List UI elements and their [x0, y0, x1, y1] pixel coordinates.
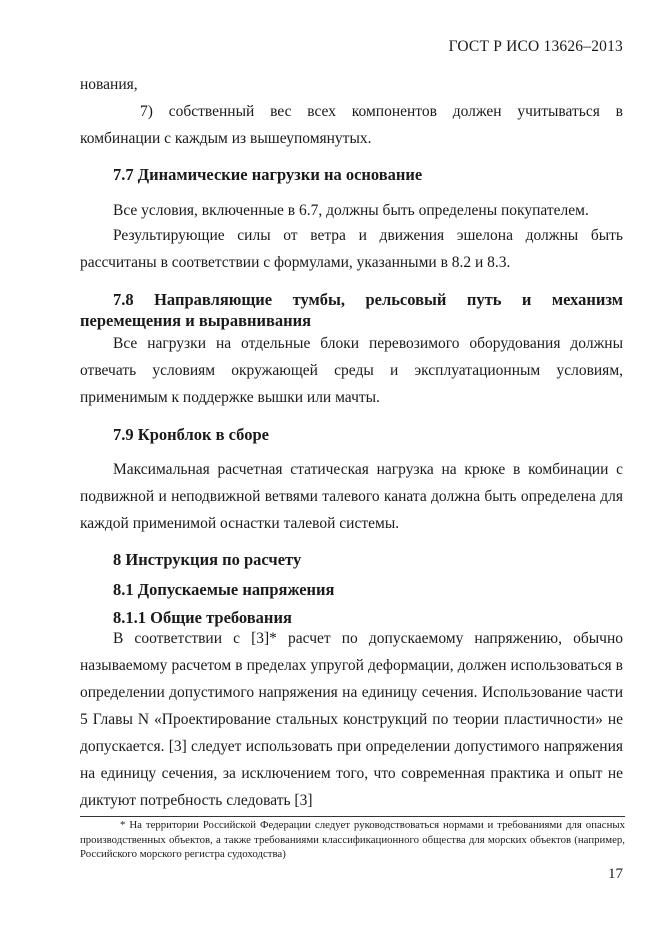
document-header: ГОСТ Р ИСО 13626–2013: [448, 38, 623, 55]
paragraph-8-1-1: В соответствии с [3]* расчет по допускаемому напряжению, обычно называемому расчетом в пределах упругой деформации, должен использоваться в определении допустимого напряжения на единицу сечения. Использование части 5 Главы N «Проектирование стальных конструкций по теории пластичности» не допускается. [3] следует использовать при определении допустимого напряжения на единицу сечения, за исключением того, что современная практика и опыт не диктуют потребность следовать [3]: [80, 630, 623, 809]
section-heading-8: 8 Инструкция по расчету: [113, 550, 302, 569]
paragraph-7-7-a: Все условия, включенные в 6.7, должны быть определены покупателем.: [113, 202, 589, 219]
page-number: 17: [608, 866, 623, 882]
section-heading-7-8: 7.8 Направляющие тумбы, рельсовый путь и механизм перемещения и выравнивания: [80, 290, 623, 330]
list-item-7: 7) собственный вес всех компонентов должен учитываться в комбинации с каждым из вышеупомянутых.: [80, 103, 623, 147]
section-heading-7-7: 7.7 Динамические нагрузки на основание: [113, 165, 423, 184]
footnote: * На территории Российской Федерации следует руководствоваться нормами и требованиями для опасных производственных объектов, а также требованиями классификационного общества для морских объектов (например, Российского морского регистра судоходства): [80, 819, 625, 860]
section-heading-8-1: 8.1 Допускаемые напряжения: [113, 580, 335, 599]
paragraph-7-8: Все нагрузки на отдельные блоки перевозимого оборудования должны отвечать условиям окружающей среды и эксплуатационным условиям, применимым к поддержке вышки или мачты.: [80, 335, 623, 406]
paragraph-7-7-b: Результирующие силы от ветра и движения эшелона должны быть рассчитаны в соответствии с формулами, указанными в 8.2 и 8.3.: [80, 227, 623, 271]
footnote-divider: [80, 816, 625, 817]
section-heading-7-9: 7.9 Кронблок в сборе: [113, 425, 269, 444]
paragraph-continuation: нования,: [80, 76, 138, 93]
section-heading-8-1-1: 8.1.1 Общие требования: [113, 608, 292, 627]
paragraph-7-9: Максимальная расчетная статическая нагрузка на крюке в комбинации с подвижной и неподвижной ветвями талевого каната должна быть определена для каждой применимой оснастки талевой системы.: [80, 461, 623, 532]
